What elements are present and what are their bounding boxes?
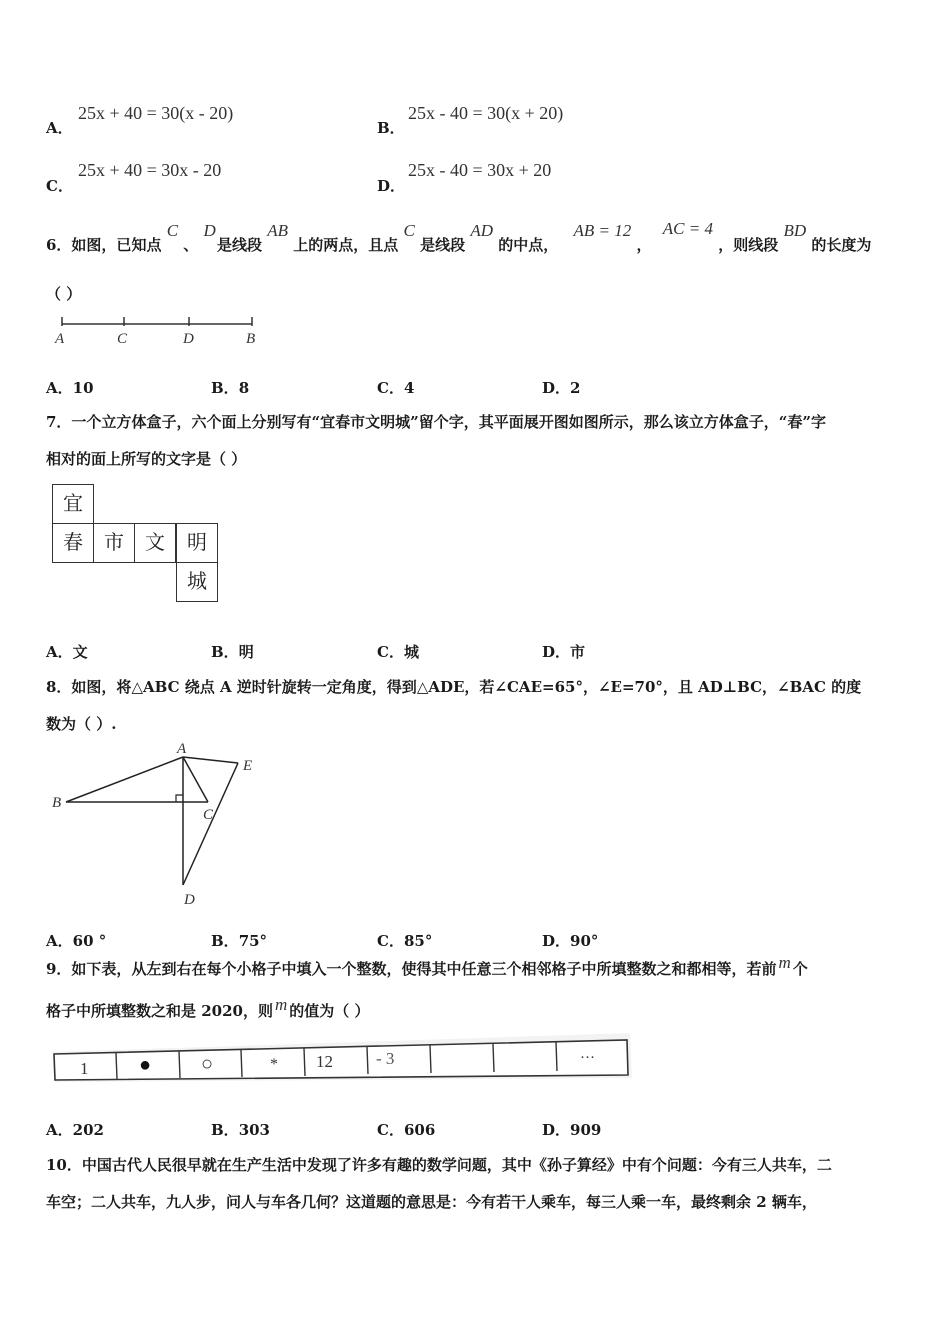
- q6-text: 的中点，: [498, 236, 559, 254]
- strip-divider: [556, 1042, 557, 1071]
- q7-option-c: C．城: [377, 643, 419, 661]
- option-b-equation: 25x - 40 = 30(x + 20): [408, 103, 564, 123]
- label-c: C: [117, 331, 128, 347]
- q6-segment-figure: [50, 312, 270, 352]
- option-b-label: B．: [377, 119, 405, 137]
- label-a: A: [55, 331, 65, 347]
- option-a-equation: 25x + 40 = 30(x - 20): [78, 103, 234, 123]
- right-angle-mark: [176, 795, 183, 802]
- q10-stem-line2: 车空；二人共车，九人步，问人与车各几何？这道题的意思是：今有若干人乘车，每三人乘一车，最终剩余 2 辆车，: [46, 1193, 817, 1211]
- strip-cell-ellipsis: …: [580, 1046, 595, 1062]
- option-d-equation: 25x - 40 = 30x + 20: [408, 160, 552, 180]
- strip-cell-minus3: - 3: [376, 1049, 395, 1068]
- strip-cell-filled-dot: ●: [139, 1054, 152, 1076]
- side-ed: [183, 763, 238, 885]
- label-b: B: [246, 331, 256, 347]
- q6-option-b: B．8: [211, 379, 250, 397]
- label-d: D: [183, 331, 194, 347]
- q8-option-c: C．85°: [377, 932, 433, 950]
- cube-face-cheng: 城: [176, 562, 218, 602]
- q8-option-a: A．60 °: [46, 932, 107, 950]
- q9-option-a: A．202: [46, 1121, 104, 1139]
- strip-divider: [116, 1053, 117, 1079]
- q9-var-m: m: [778, 953, 791, 972]
- q8-triangle-figure: [48, 738, 268, 910]
- cube-face-shi: 市: [93, 523, 135, 563]
- label-d: D: [184, 892, 195, 908]
- cube-face-ming: 明: [176, 523, 218, 563]
- cube-face-wen: 文: [134, 523, 176, 563]
- q6-ac-equation: AC = 4: [662, 219, 713, 238]
- q7-stem-line1: 7．一个立方体盒子，六个面上分别写有“宜春市文明城”留个字，其平面展开图如图所示，那么该立方体盒子，“春”字: [46, 413, 826, 431]
- side-ba: [66, 757, 183, 802]
- q6-segment-ab: AB: [267, 221, 289, 240]
- question-6-stem: [46, 220, 871, 260]
- option-a-label: A．: [46, 119, 73, 137]
- option-c-equation: 25x + 40 = 30x - 20: [78, 160, 222, 180]
- strip-divider: [304, 1048, 305, 1076]
- q6-option-c: C．4: [377, 379, 415, 397]
- strip-divider: [430, 1045, 431, 1073]
- q6-point-c: C: [403, 221, 415, 240]
- option-c-label: C．: [46, 177, 73, 195]
- side-ac: [183, 757, 208, 802]
- label-a: A: [177, 741, 187, 757]
- q9-option-d: D．909: [542, 1121, 602, 1139]
- q8-stem-line1: 8．如图，将△ABC 绕点 A 逆时针旋转一定角度，得到△ADE，若∠CAE=65°，∠E=70°，且 AD⊥BC，∠BAC 的度: [46, 678, 862, 696]
- q10-stem-line1: 10．中国古代人民很早就在生产生活中发现了许多有趣的数学问题，其中《孙子算经》中有个问题：今有三人共车，二: [46, 1156, 832, 1174]
- q9-stem-line1: 9．如下表，从左到右在每个小格子中填入一个整数，使得其中任意三个相邻格子中所填整数之和都相等，若前 m 个: [46, 953, 808, 978]
- q7-option-b: B．明: [211, 643, 254, 661]
- q6-text: 是线段: [217, 236, 263, 254]
- cube-face-yi: 宜: [52, 484, 94, 524]
- label-c: C: [203, 807, 214, 823]
- side-ae: [183, 757, 238, 763]
- q6-text: ，: [636, 236, 652, 254]
- q9-stem-line2: 格子中所填整数之和是 2020，则 m 的值为（ ）: [46, 995, 370, 1020]
- option-d-label: D．: [377, 177, 406, 195]
- strip-divider: [493, 1044, 494, 1072]
- strip-cell-star: *: [270, 1056, 278, 1073]
- q6-answer-paren: （ ）: [46, 285, 82, 303]
- q6-text: 是线段: [420, 236, 466, 254]
- q8-option-b: B．75°: [211, 932, 268, 950]
- q6-option-d: D．2: [542, 379, 581, 397]
- q6-text: 的长度为: [811, 236, 872, 254]
- q6-ab-equation: AB = 12: [573, 221, 632, 240]
- strip-divider: [241, 1050, 242, 1077]
- q6-point-c: C: [166, 221, 179, 240]
- strip-divider: [179, 1051, 180, 1078]
- q9-option-c: C．606: [377, 1121, 436, 1139]
- q9-var-m: m: [274, 995, 288, 1014]
- q6-text: ，则线段: [718, 236, 779, 254]
- q6-text: 上的两点，且点: [293, 236, 399, 254]
- strip-cell-1: 1: [80, 1059, 89, 1078]
- q8-option-d: D．90°: [542, 932, 599, 950]
- q9-option-b: B．303: [211, 1121, 270, 1139]
- q7-stem-line2: 相对的面上所写的文字是（ ）: [46, 450, 247, 468]
- q6-point-d: D: [203, 221, 216, 240]
- strip-cell-hollow-dot: ○: [201, 1053, 214, 1075]
- q6-segment-ad: AD: [470, 221, 494, 240]
- q7-option-d: D．市: [542, 643, 586, 661]
- q6-text: 6．如图，已知点: [46, 236, 162, 254]
- q6-segment-bd: BD: [783, 221, 807, 240]
- q8-stem-line2: 数为（ ）.: [46, 715, 117, 733]
- q9-number-strip: [50, 1030, 635, 1090]
- label-e: E: [243, 758, 253, 774]
- q7-option-a: A．文: [46, 643, 88, 661]
- q6-option-a: A．10: [46, 379, 94, 397]
- q6-sep: 、: [183, 236, 199, 254]
- strip-divider: [367, 1047, 368, 1074]
- strip-cell-12: 12: [316, 1052, 333, 1071]
- label-b: B: [52, 795, 62, 811]
- cube-face-chun: 春: [52, 523, 94, 563]
